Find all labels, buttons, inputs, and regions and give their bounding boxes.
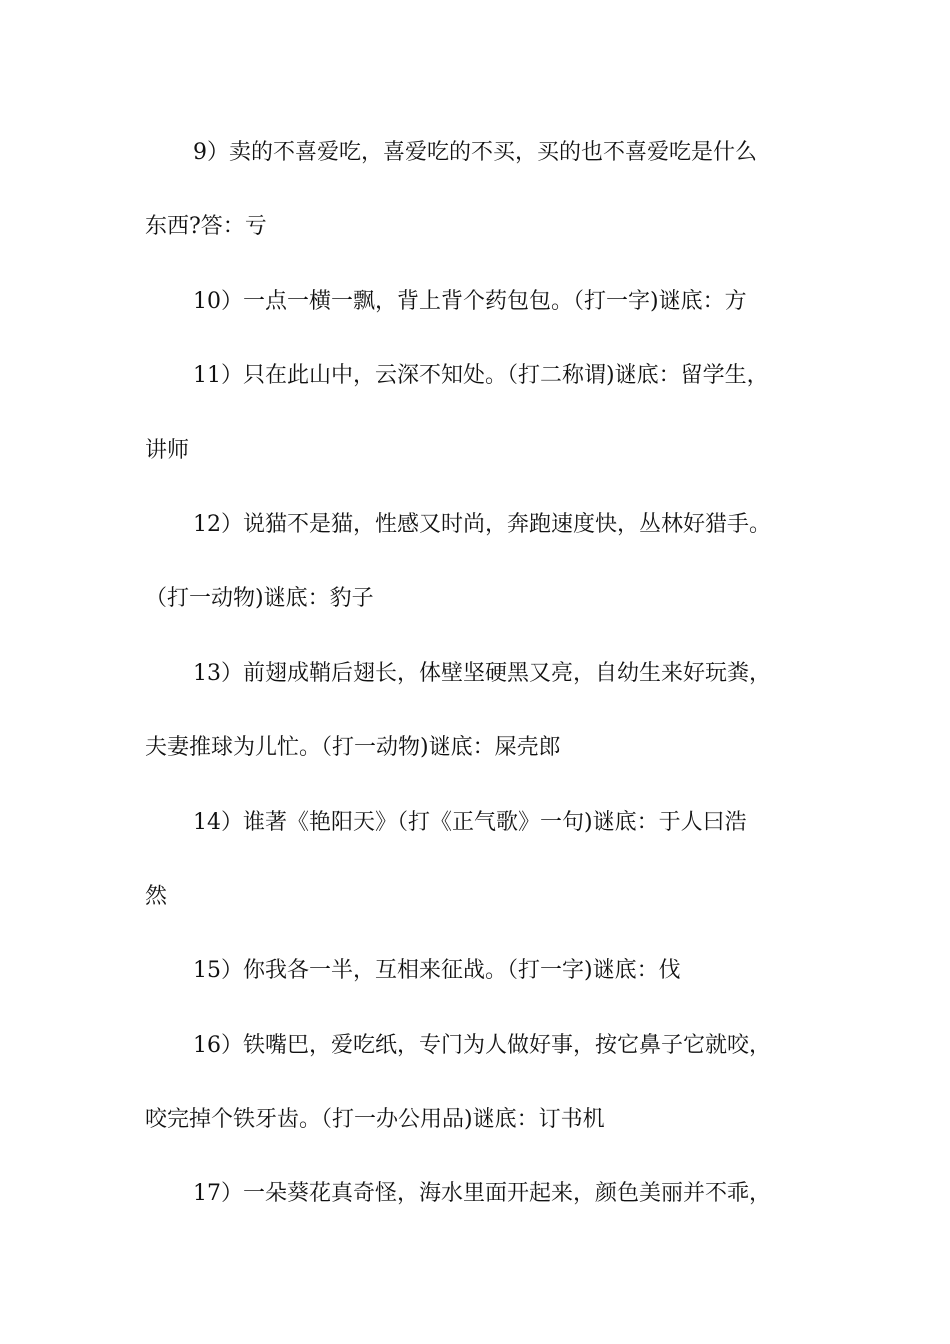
- paragraph-line: 12）说猫不是猫，性感又时尚，奔跑速度快，丛林好猎手。: [193, 511, 771, 537]
- paragraph-line: 11）只在此山中，云深不知处。（打二称谓)谜底：留学生，: [193, 363, 769, 389]
- paragraph-line: 14）谁著《艳阳天》（打《正气歌》一句)谜底：于人曰浩: [193, 809, 747, 835]
- paragraph-line: 15）你我各一半，互相来征战。（打一字)谜底：伐: [193, 958, 681, 984]
- paragraph-line: 咬完掉个铁牙齿。（打一办公用品)谜底：订书机: [145, 1107, 605, 1133]
- paragraph-line: 9）卖的不喜爱吃，喜爱吃的不买，买的也不喜爱吃是什么: [193, 140, 757, 165]
- document-body: [145, 136, 825, 1252]
- paragraph-line: 夫妻推球为儿忙。（打一动物)谜底：屎壳郎: [145, 735, 561, 761]
- paragraph-line: 13）前翅成鞘后翅长，体壁坚硬黑又亮，自幼生来好玩粪，: [193, 660, 771, 686]
- paragraph-line: 然: [145, 883, 168, 909]
- paragraph-line: 讲师: [145, 437, 190, 463]
- paragraph-line: 17）一朵葵花真奇怪，海水里面开起来，颜色美丽并不乖，: [193, 1181, 771, 1207]
- paragraph-line: 10）一点一横一飘，背上背个药包包。（打一字)谜底：方: [193, 288, 747, 314]
- paragraph-line: 东西?答：亏: [145, 214, 267, 240]
- paragraph-line: （打一动物)谜底：豹子: [145, 586, 374, 612]
- paragraph-line: 16）铁嘴巴，爱吃纸，专门为人做好事，按它鼻子它就咬，: [193, 1032, 771, 1058]
